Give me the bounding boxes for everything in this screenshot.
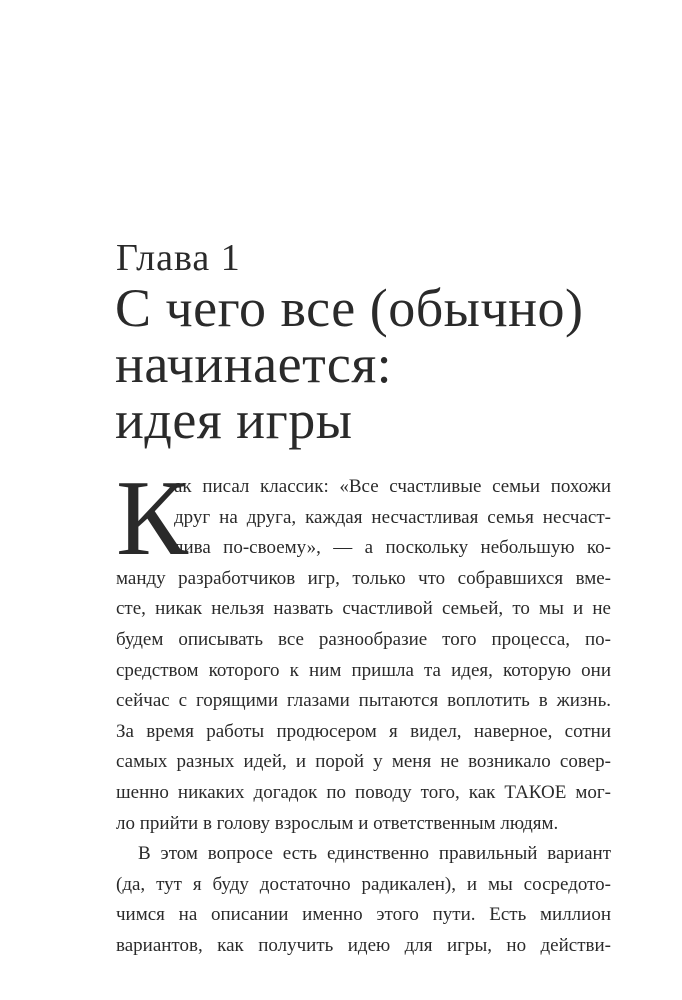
text-line: ак писал классик: «Все счастливые семьи похожи bbox=[174, 476, 611, 497]
body-text bbox=[116, 459, 611, 962]
text-line: шенно никаких догадок по поводу того, как ТАКОЕ мог- bbox=[116, 781, 611, 803]
text-line: чимся на описании именно этого пути. Есть миллион bbox=[116, 904, 611, 926]
chapter-title-line: С чего все (обычно) bbox=[115, 278, 584, 338]
text-line: сте, никак нельзя назвать счастливой семьей, то мы и не bbox=[116, 598, 611, 620]
text-line: манду разработчиков игр, только что собравшихся вме- bbox=[116, 567, 611, 589]
text-line: будем описывать все разнообразие того процесса, по- bbox=[116, 628, 611, 650]
text-line: В этом вопросе есть единственно правильный вариант bbox=[138, 843, 611, 865]
chapter-title bbox=[115, 280, 615, 448]
text-line: друг на друга, каждая несчастливая семья несчаст- bbox=[174, 506, 611, 528]
chapter-title-line: начинается: bbox=[115, 334, 393, 394]
text-line: лива по-своему», — а поскольку небольшую ко- bbox=[174, 537, 611, 559]
text-line: (да, тут я буду достаточно радикален), и мы сосредото- bbox=[116, 873, 611, 895]
text-line: средством которого к ним пришла та идея, которую они bbox=[116, 659, 611, 681]
text-line: ло прийти в голову взрослым и ответственным людям. bbox=[116, 812, 559, 834]
drop-cap: К bbox=[116, 459, 189, 578]
text-line: сейчас с горящими глазами пытаются воплотить в жизнь. bbox=[116, 690, 611, 712]
text-line: самых разных идей, и порой у меня не возникало совер- bbox=[116, 751, 611, 773]
text-line: вариантов, как получить идею для игры, но действи- bbox=[116, 934, 611, 956]
chapter-label: Глава 1 bbox=[116, 237, 241, 279]
text-line: За время работы продюсером я видел, наверное, сотни bbox=[116, 720, 611, 742]
chapter-title-line: идея игры bbox=[115, 390, 353, 450]
